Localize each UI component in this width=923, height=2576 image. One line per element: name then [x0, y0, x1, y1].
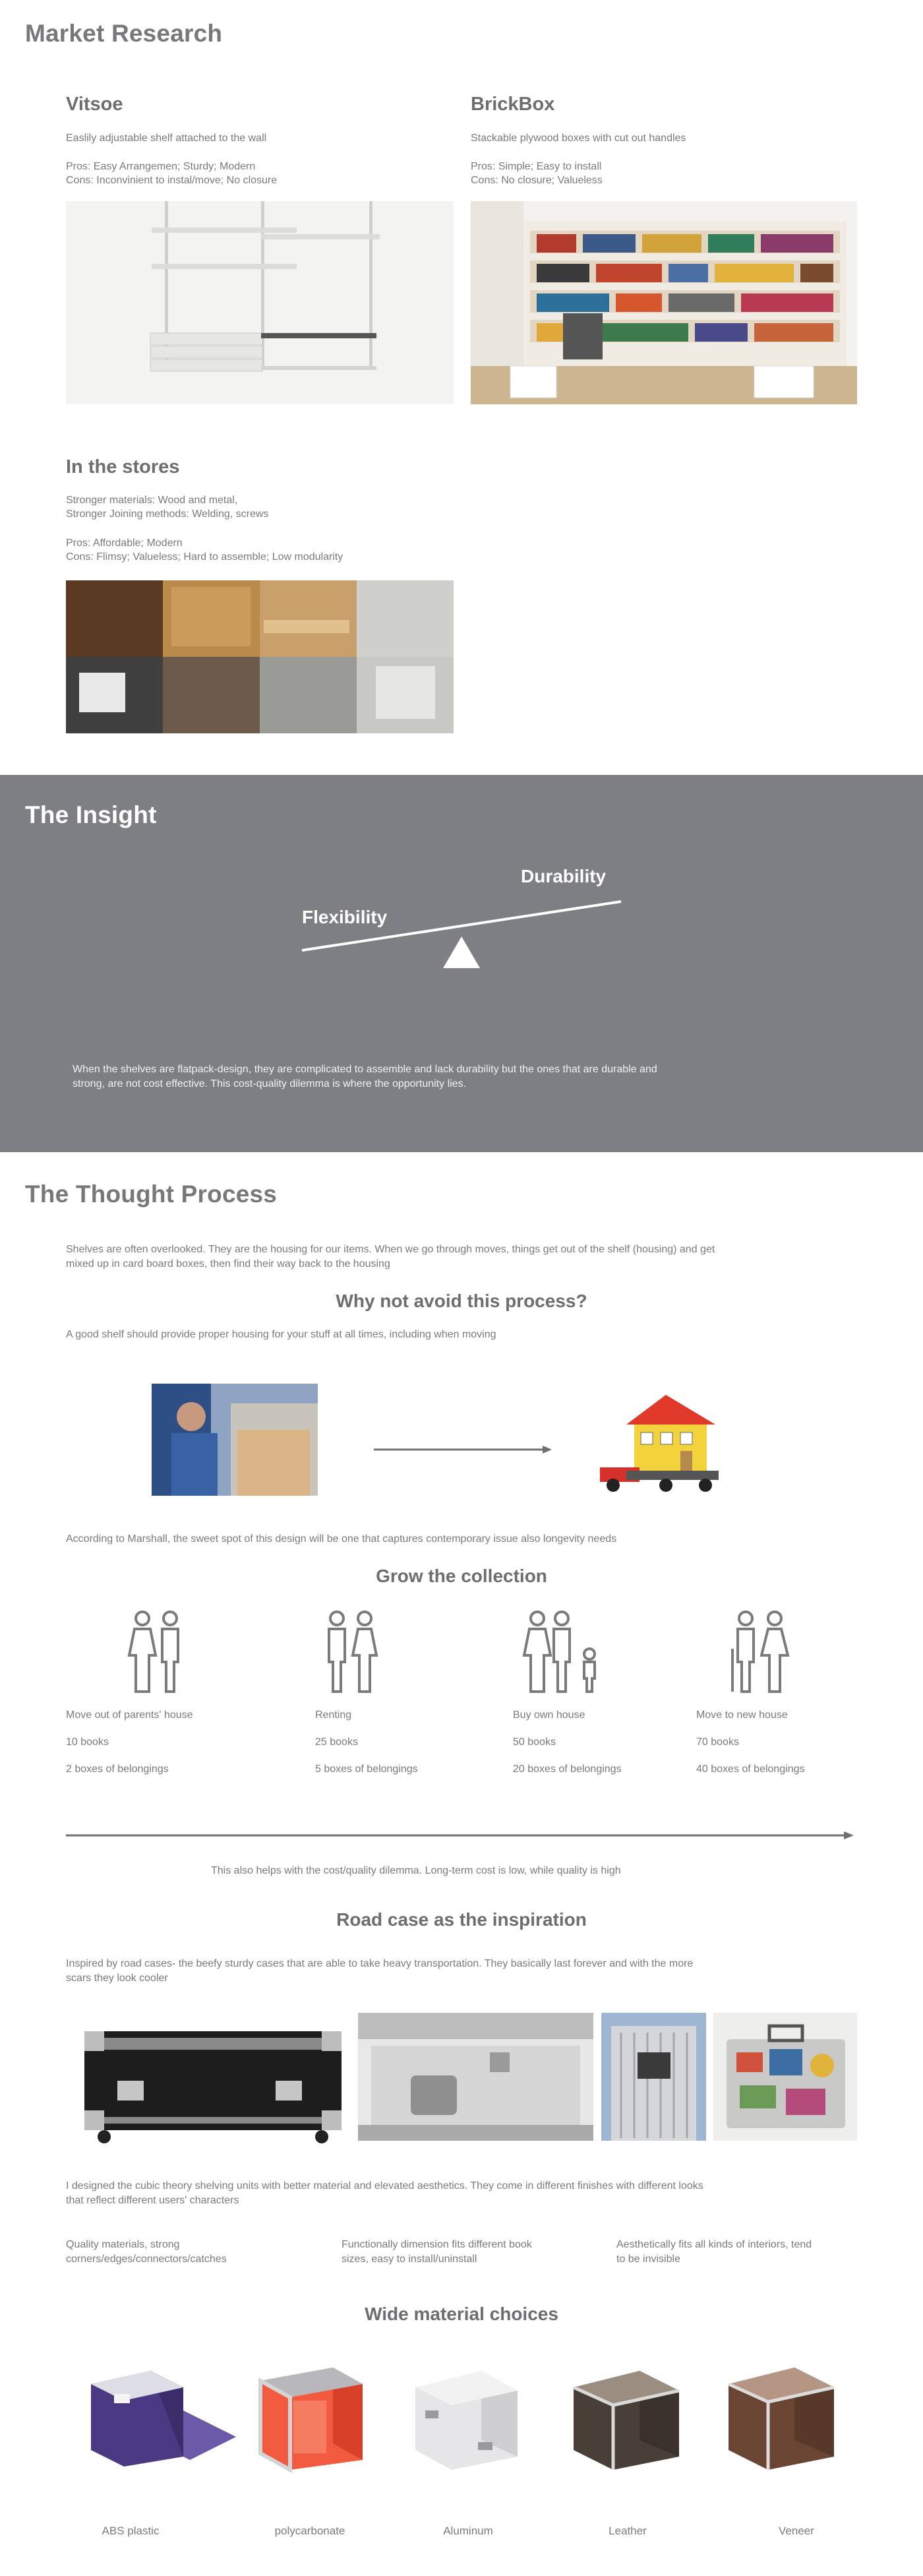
feature-2-line1: Functionally dimension fits different book — [342, 2239, 532, 2250]
stage-4-books: 70 books — [696, 1736, 739, 1748]
feature-2-line2: sizes, easy to install/uninstall — [342, 2254, 477, 2265]
stores-cons: Cons: Flimsy; Valueless; Hard to assemble; Low modularity — [66, 551, 343, 563]
vitsoe-description: Easlily adjustable shelf attached to the wall — [66, 133, 267, 144]
grow-collection-heading: Grow the collection — [376, 1566, 547, 1586]
feature-3-line1: Aesthetically fits all kinds of interiors, tend — [616, 2239, 812, 2250]
material-label-leather: Leather — [609, 2525, 647, 2537]
thought-intro-line1: Shelves are often overlooked. They are the housing for our items. When we go through moves, things get out of the shelf (housing) and get — [66, 1244, 715, 1255]
abs-plastic-cube — [78, 2364, 243, 2470]
brickbox-shelf-photo — [471, 201, 857, 404]
stage-2-boxes: 5 boxes of belongings — [315, 1763, 418, 1775]
stores-materials: Stronger materials: Wood and metal, — [66, 495, 238, 506]
road-case-heading: Road case as the inspiration — [336, 1909, 587, 1930]
design-statement-line2: that reflect different users' characters — [66, 2195, 239, 2206]
market-research-title: Market Research — [25, 20, 223, 47]
elderly-couple-icon — [729, 1609, 794, 1695]
road-case-text-line1: Inspired by road cases- the beefy sturdy cases that are able to take heavy transportation. They basically last forever and with the more — [66, 1958, 694, 1969]
veneer-cube — [722, 2361, 841, 2473]
leather-cube — [567, 2364, 686, 2473]
stage-2-books: 25 books — [315, 1736, 358, 1748]
label-durability: Durability — [521, 866, 607, 886]
insight-title: The Insight — [25, 801, 157, 828]
label-flexibility: Flexibility — [302, 907, 388, 927]
stage-3-label: Buy own house — [513, 1709, 585, 1721]
polycarbonate-cube — [254, 2361, 369, 2473]
road-case-photo-stickers — [713, 2013, 857, 2141]
stage-4-label: Move to new house — [696, 1709, 788, 1721]
stage-1-books: 10 books — [66, 1736, 109, 1748]
road-case-photo-aluminum — [358, 2013, 593, 2141]
stores-pros: Pros: Affordable; Modern — [66, 537, 183, 549]
vitsoe-title: Vitsoe — [66, 94, 123, 115]
moving-people-photo — [152, 1384, 318, 1496]
stores-title: In the stores — [66, 456, 180, 477]
balance-scale-graphic — [290, 894, 633, 973]
process-arrow — [372, 1443, 552, 1456]
stage-1-label: Move out of parents' house — [66, 1709, 193, 1721]
vitsoe-pros: Pros: Easy Arrangemen; Sturdy; Modern — [66, 161, 256, 172]
materials-heading: Wide material choices — [365, 2304, 558, 2324]
material-label-veneer: Veneer — [779, 2525, 814, 2537]
why-avoid-heading: Why not avoid this process? — [336, 1291, 587, 1311]
stores-photo-collage — [66, 580, 454, 733]
thought-process-title: The Thought Process — [25, 1181, 278, 1208]
stage-3-books: 50 books — [513, 1736, 556, 1748]
vitsoe-cons: Cons: Inconvinient to instal/move; No closure — [66, 175, 278, 186]
brickbox-cons: Cons: No closure; Valueless — [471, 175, 603, 186]
marshall-note: According to Marshall, the sweet spot of this design will be one that captures contemporary issue also longevity needs — [66, 1533, 617, 1545]
brickbox-pros: Pros: Simple; Easy to install — [471, 161, 602, 172]
vitsoe-shelf-photo — [66, 201, 454, 404]
feature-1-line2: corners/edges/connectors/catches — [66, 2254, 227, 2265]
why-avoid-text: A good shelf should provide proper housing for your stuff at all times, including when moving — [66, 1329, 496, 1340]
stores-joining: Stronger Joining methods: Welding, screws — [66, 508, 269, 520]
aluminum-cube — [405, 2364, 527, 2473]
stage-3-boxes: 20 boxes of belongings — [513, 1763, 622, 1775]
feature-1-line1: Quality materials, strong — [66, 2239, 180, 2250]
renting-couple-icon — [320, 1609, 382, 1695]
brickbox-title: BrickBox — [471, 94, 555, 115]
road-case-text-line2: scars they look cooler — [66, 1973, 168, 1984]
design-statement-line1: I designed the cubic theory shelving units with better material and elevated aesthetics. They come in different finishes with different looks — [66, 2180, 703, 2192]
brickbox-description: Stackable plywood boxes with cut out handles — [471, 133, 686, 144]
couple-icon — [125, 1609, 188, 1695]
road-case-photo-suitcase — [601, 2013, 706, 2141]
stage-1-boxes: 2 boxes of belongings — [66, 1763, 169, 1775]
insight-section — [0, 775, 923, 1152]
material-label-polycarbonate: polycarbonate — [274, 2525, 345, 2537]
insight-text-line2: strong, are not cost effective. This cost-quality dilemma is where the opportunity lies. — [73, 1078, 467, 1089]
feature-3-line2: to be invisible — [616, 2254, 680, 2265]
thought-intro-line2: mixed up in card board boxes, then find their way back to the housing — [66, 1258, 390, 1270]
stage-2-label: Renting — [315, 1709, 352, 1721]
insight-text-line1: When the shelves are flatpack-design, they are complicated to assemble and lack durability but the ones that are durable and — [73, 1064, 657, 1075]
cost-quality-note: This also helps with the cost/quality dilemma. Long-term cost is low, while quality is high — [211, 1865, 621, 1876]
family-icon — [521, 1609, 603, 1695]
road-case-photo-black — [78, 2018, 348, 2147]
material-label-abs: ABS plastic — [102, 2525, 160, 2537]
stage-4-boxes: 40 boxes of belongings — [696, 1763, 805, 1775]
material-label-aluminum: Aluminum — [443, 2525, 493, 2537]
house-on-truck-image — [587, 1385, 745, 1497]
timeline-arrow — [66, 1829, 854, 1842]
